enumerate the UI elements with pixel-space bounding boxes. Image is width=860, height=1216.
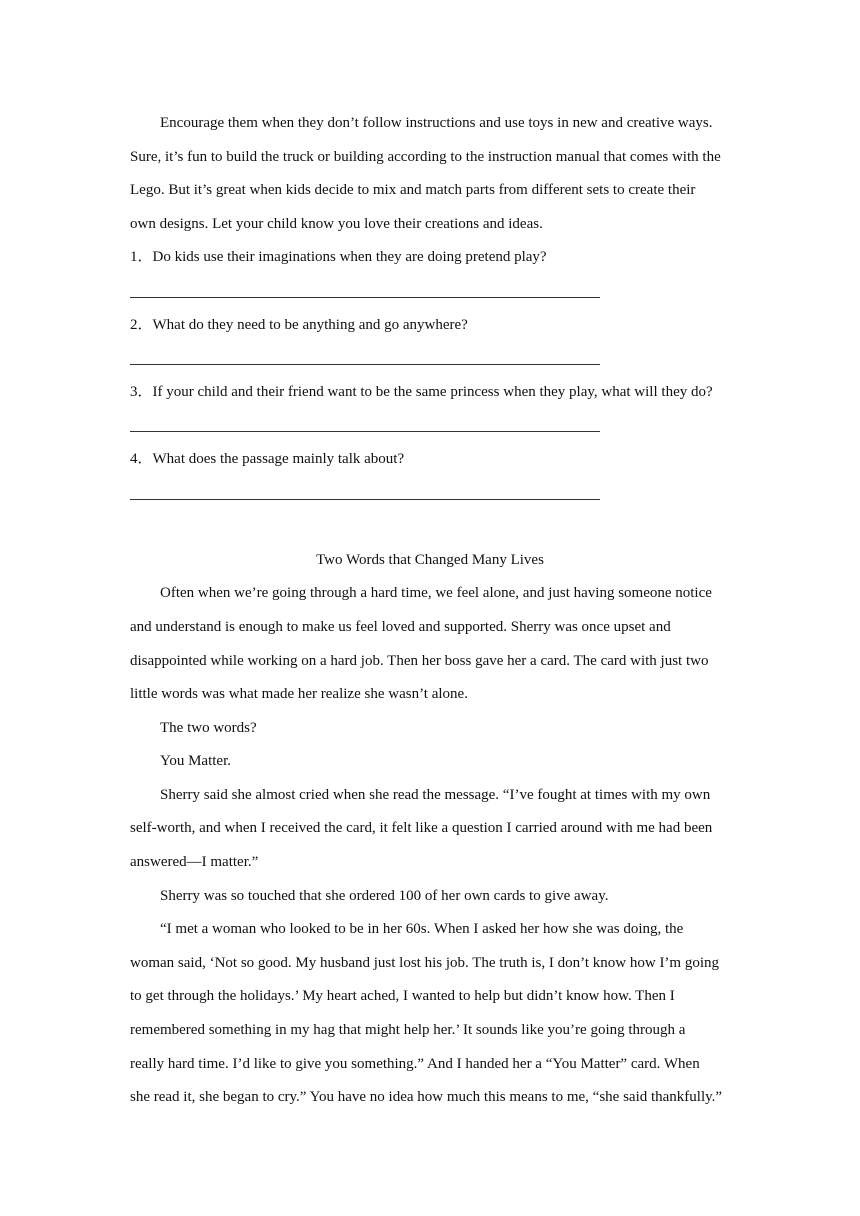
question-text: What does the passage mainly talk about? xyxy=(152,450,405,467)
passage2-line: she read it, she began to cry.” You have no idea how much this means to me, “she said thankfully.” xyxy=(130,1089,723,1106)
passage1-line: Lego. But it’s great when kids decide to mix and match parts from different sets to create their xyxy=(130,182,696,199)
answer-line-3[interactable] xyxy=(130,409,730,443)
question-number: 3． xyxy=(130,383,153,400)
passage1-line: Sure, it’s fun to build the truck or building according to the instruction manual that comes with the xyxy=(130,148,721,165)
passage2-line: really hard time. I’d like to give you something.” And I handed her a “You Matter” card. When xyxy=(130,1055,700,1072)
question-number: 4． xyxy=(130,450,153,467)
question-text: What do they need to be anything and go anywhere? xyxy=(152,316,468,333)
answer-rule xyxy=(130,499,600,500)
section-gap xyxy=(130,510,730,544)
passage1-line: own designs. Let your child know you love their creations and ideas. xyxy=(130,215,543,232)
document-content xyxy=(130,107,730,1115)
question-text: Do kids use their imaginations when they are doing pretend play? xyxy=(152,249,547,266)
question-text: If your child and their friend want to be the same princess when they play, what will they do? xyxy=(152,383,713,400)
question-1 xyxy=(130,241,730,275)
passage2-line: to get through the holidays.’ My heart ached, I wanted to help but didn’t know how. Then I xyxy=(130,988,675,1005)
passage2-line: little words was what made her realize she wasn’t alone. xyxy=(130,686,468,703)
question-3 xyxy=(130,376,730,410)
passage2-line: You Matter. xyxy=(160,753,231,770)
passage2-line: The two words? xyxy=(160,719,257,736)
answer-line-2[interactable] xyxy=(130,342,730,376)
question-4 xyxy=(130,443,730,477)
passage2-line: answered—I matter.” xyxy=(130,854,259,871)
passage2-line: self-worth, and when I received the card, it felt like a question I carried around with me had been xyxy=(130,820,713,837)
passage2-line: Often when we’re going through a hard time, we feel alone, and just having someone notice xyxy=(160,585,712,602)
passage2-line: Sherry said she almost cried when she read the message. “I’ve fought at times with my own xyxy=(160,786,711,803)
answer-line-4[interactable] xyxy=(130,477,730,511)
question-number: 2． xyxy=(130,316,153,333)
passage2-line: disappointed while working on a hard job. Then her boss gave her a card. The card with just two xyxy=(130,652,709,669)
answer-rule xyxy=(130,431,600,432)
answer-rule xyxy=(130,297,600,298)
passage2-line: remembered something in my hag that might help her.’ It sounds like you’re going through a xyxy=(130,1022,686,1039)
passage2-title: Two Words that Changed Many Lives xyxy=(316,551,544,568)
passage2-line: and understand is enough to make us feel loved and supported. Sherry was once upset and xyxy=(130,618,671,635)
question-number: 1． xyxy=(130,249,153,266)
passage2-line: “I met a woman who looked to be in her 60s. When I asked her how she was doing, the xyxy=(160,921,684,938)
passage2-line: woman said, ‘Not so good. My husband just lost his job. The truth is, I don’t know how I’m going xyxy=(130,954,720,971)
answer-rule xyxy=(130,364,600,365)
answer-line-1[interactable] xyxy=(130,275,730,309)
passage1-line: Encourage them when they don’t follow instructions and use toys in new and creative ways. xyxy=(160,115,713,131)
question-2 xyxy=(130,309,730,343)
passage2-line: Sherry was so touched that she ordered 100 of her own cards to give away. xyxy=(160,887,609,904)
